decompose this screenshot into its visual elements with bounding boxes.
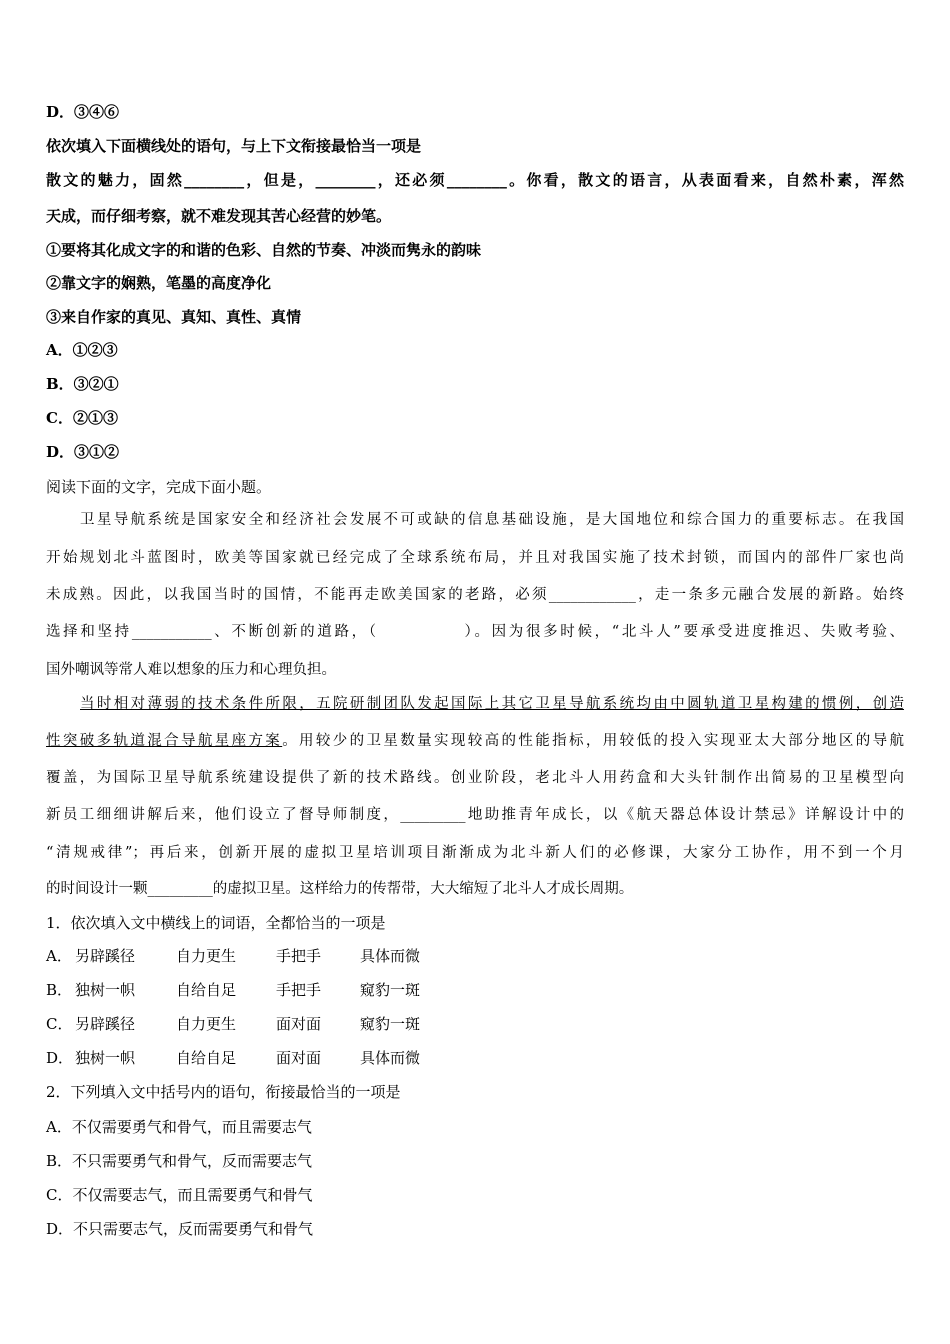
question-stem: 依次填入下面横线处的语句，与上下文衔接最恰当一项是: [46, 137, 422, 155]
option-word: 另辟蹊径: [75, 1015, 136, 1033]
statement-1: ①要将其化成文字的和谐的色彩、自然的节奏、冲淡而隽永的韵味: [46, 241, 482, 259]
paragraph-1-line: 开始规划北斗蓝图时，欧美等国家就已经完成了全球系统布局，并且对我国实施了技术封锁，而国内的部件厂家也尚: [46, 550, 904, 566]
option-word: 另辟蹊径: [75, 947, 136, 965]
question-1-stem: 1．依次填入文中横线上的词语，全都恰当的一项是: [46, 914, 386, 932]
paragraph-2-line: 覆盖，为国际卫星导航系统建设提供了新的技术路线。创业阶段，老北斗人用药盒和大头针制作出简易的卫星模型向: [46, 770, 904, 786]
option-word: 自给自足: [176, 1049, 237, 1067]
option-label: A．: [46, 947, 72, 965]
statement-2: ②靠文字的娴熟，笔墨的高度净化: [46, 274, 272, 292]
paragraph-2-line: “清规戒律”；再后来，创新开展的虚拟卫星培训项目渐渐成为北斗新人们的必修课，大家分工协作，用不到一个月: [46, 845, 904, 861]
q2-option-c: C．不仅需要志气，而且需要勇气和骨气: [46, 1186, 313, 1204]
option-word: 手把手: [276, 947, 322, 965]
option-label: B．: [46, 981, 73, 999]
option-word: 窥豹一斑: [360, 981, 421, 999]
statement-3: ③来自作家的真见、真知、真性、真情: [46, 308, 302, 326]
paragraph-1-line: 卫星导航系统是国家安全和经济社会发展不可或缺的信息基础设施，是大国地位和综合国力的重要标志。在我国: [80, 512, 904, 528]
option-label: C．: [46, 1015, 73, 1033]
option-word: 自力更生: [176, 947, 237, 965]
option-word: 具体而微: [360, 947, 421, 965]
reading-intro: 阅读下面的文字，完成下面小题。: [46, 478, 272, 496]
option-word: 具体而微: [360, 1049, 421, 1067]
passage-line-1: 散文的魅力，固然________，但是，________，还必须________。你看，散文的语言，从表面看来，自然朴素，浑然: [46, 171, 904, 189]
paragraph-2-line-rest: 。用较少的卫星数量实现较高的性能指标，用较低的投入实现亚太大部分地区的导航: [282, 733, 905, 749]
option-d: D．③①②: [46, 443, 120, 461]
paragraph-2-line-underlined: 当时相对薄弱的技术条件所限，五院研制团队发起国际上其它卫星导航系统均由中圆轨道卫星构建的惯例，创造: [80, 696, 904, 712]
option-word: 自给自足: [176, 981, 237, 999]
q2-option-a: A．不仅需要勇气和骨气，而且需要志气: [46, 1118, 312, 1136]
option-c: C．②①③: [46, 409, 118, 427]
paragraph-2-line: 新员工细细讲解后来，他们设立了督导师制度，_________地助推青年成长，以《航天器总体设计禁忌》详解设计中的: [46, 807, 904, 823]
q2-option-d: D．不只需要志气，反而需要勇气和骨气: [46, 1220, 314, 1238]
underlined-phrase: 性突破多轨道混合导航星座方案: [46, 733, 283, 749]
paragraph-2-line: 的时间设计一颗_________的虚拟卫星。这样给力的传帮带，大大缩短了北斗人才成长周期。: [46, 881, 634, 897]
option-word: 窥豹一斑: [360, 1015, 421, 1033]
question-2-stem: 2．下列填入文中括号内的语句，衔接最恰当的一项是: [46, 1083, 401, 1101]
paragraph-1-line: 未成熟。因此，以我国当时的国情，不能再走欧美国家的老路，必须____________，走一条多元融合发展的新路。始终: [46, 587, 904, 603]
paragraph-1-line: 选择和坚持___________、不断创新的道路，（ ）。因为很多时候，“北斗人”要承受进度推迟、失败考验、: [46, 624, 904, 640]
option-label: D．: [46, 1049, 74, 1067]
paragraph-1-line: 国外嘲讽等常人难以想象的压力和心理负担。: [46, 662, 336, 678]
q2-option-b: B．不只需要勇气和骨气，反而需要志气: [46, 1152, 313, 1170]
option-word: 面对面: [276, 1049, 322, 1067]
option-b: B．③②①: [46, 375, 119, 393]
option-a: A．①②③: [46, 341, 118, 359]
paragraph-2-line: [46, 731, 904, 751]
option-word: 手把手: [276, 981, 322, 999]
option-word: 自力更生: [176, 1015, 237, 1033]
previous-option-d: D．③④⑥: [46, 103, 120, 121]
option-word: 独树一帜: [75, 1049, 136, 1067]
option-word: 独树一帜: [75, 981, 136, 999]
passage-line-2: 天成，而仔细考察，就不难发现其苦心经营的妙笔。: [46, 207, 392, 225]
option-word: 面对面: [276, 1015, 322, 1033]
